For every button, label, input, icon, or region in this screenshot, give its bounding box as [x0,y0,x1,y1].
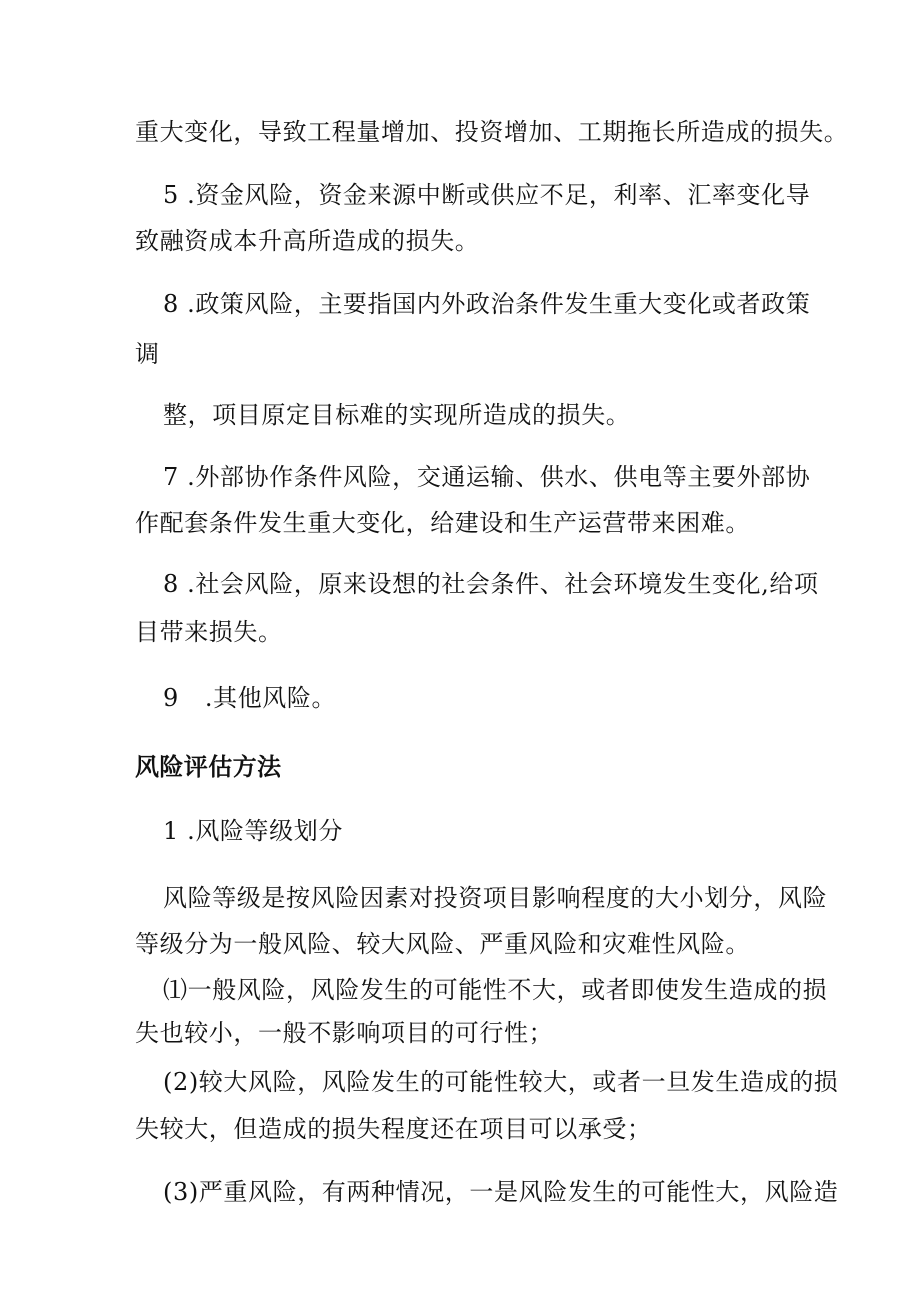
paragraph-line: 5 .资金风险，资金来源中断或供应不足，利率、汇率变化导 [163,181,811,209]
paragraph-line: 风险等级是按风险因素对投资项目影响程度的大小划分，风险 [163,884,828,912]
list-number: 9 [163,684,179,712]
paragraph-line: 致融资成本升高所造成的损失。 [135,227,480,255]
paragraph-line: 等级分为一般风险、较大风险、严重风险和灾难性风险。 [135,930,750,958]
paragraph-line: 目带来损失。 [135,618,283,646]
paragraph-line: (3)严重风险，有两种情况，一是风险发生的可能性大，风险造 [163,1178,839,1206]
paragraph-line: 调 [135,340,160,368]
list-item [163,683,843,713]
paragraph-line: 8 .社会风险，原来设想的社会条件、社会环境发生变化,给项 [163,570,819,598]
paragraph-line: ⑴一般风险，风险发生的可能性不大，或者即使发生造成的损 [163,976,828,1004]
paragraph-line: (2)较大风险，风险发生的可能性较大，或者一旦发生造成的损 [163,1068,839,1096]
paragraph-line: 作配套条件发生重大变化，给建设和生产运营带来困难。 [135,509,750,537]
subsection-heading: 1 .风险等级划分 [163,817,343,845]
paragraph-line: 失也较小，一般不影响项目的可行性； [135,1019,554,1047]
section-heading: 风险评估方法 [135,753,282,781]
paragraph-line: 7 .外部协作条件风险，交通运输、供水、供电等主要外部协 [163,463,811,491]
list-text: .其他风险。 [204,684,337,712]
paragraph-line: 8 .政策风险，主要指国内外政治条件发生重大变化或者政策 [163,290,811,318]
paragraph-line: 失较大，但造成的损失程度还在项目可以承受； [135,1115,652,1143]
paragraph-line: 整，项目原定目标难的实现所造成的损失。 [163,401,631,429]
paragraph-line: 重大变化，导致工程量增加、投资增加、工期拖长所造成的损失。 [135,118,849,146]
